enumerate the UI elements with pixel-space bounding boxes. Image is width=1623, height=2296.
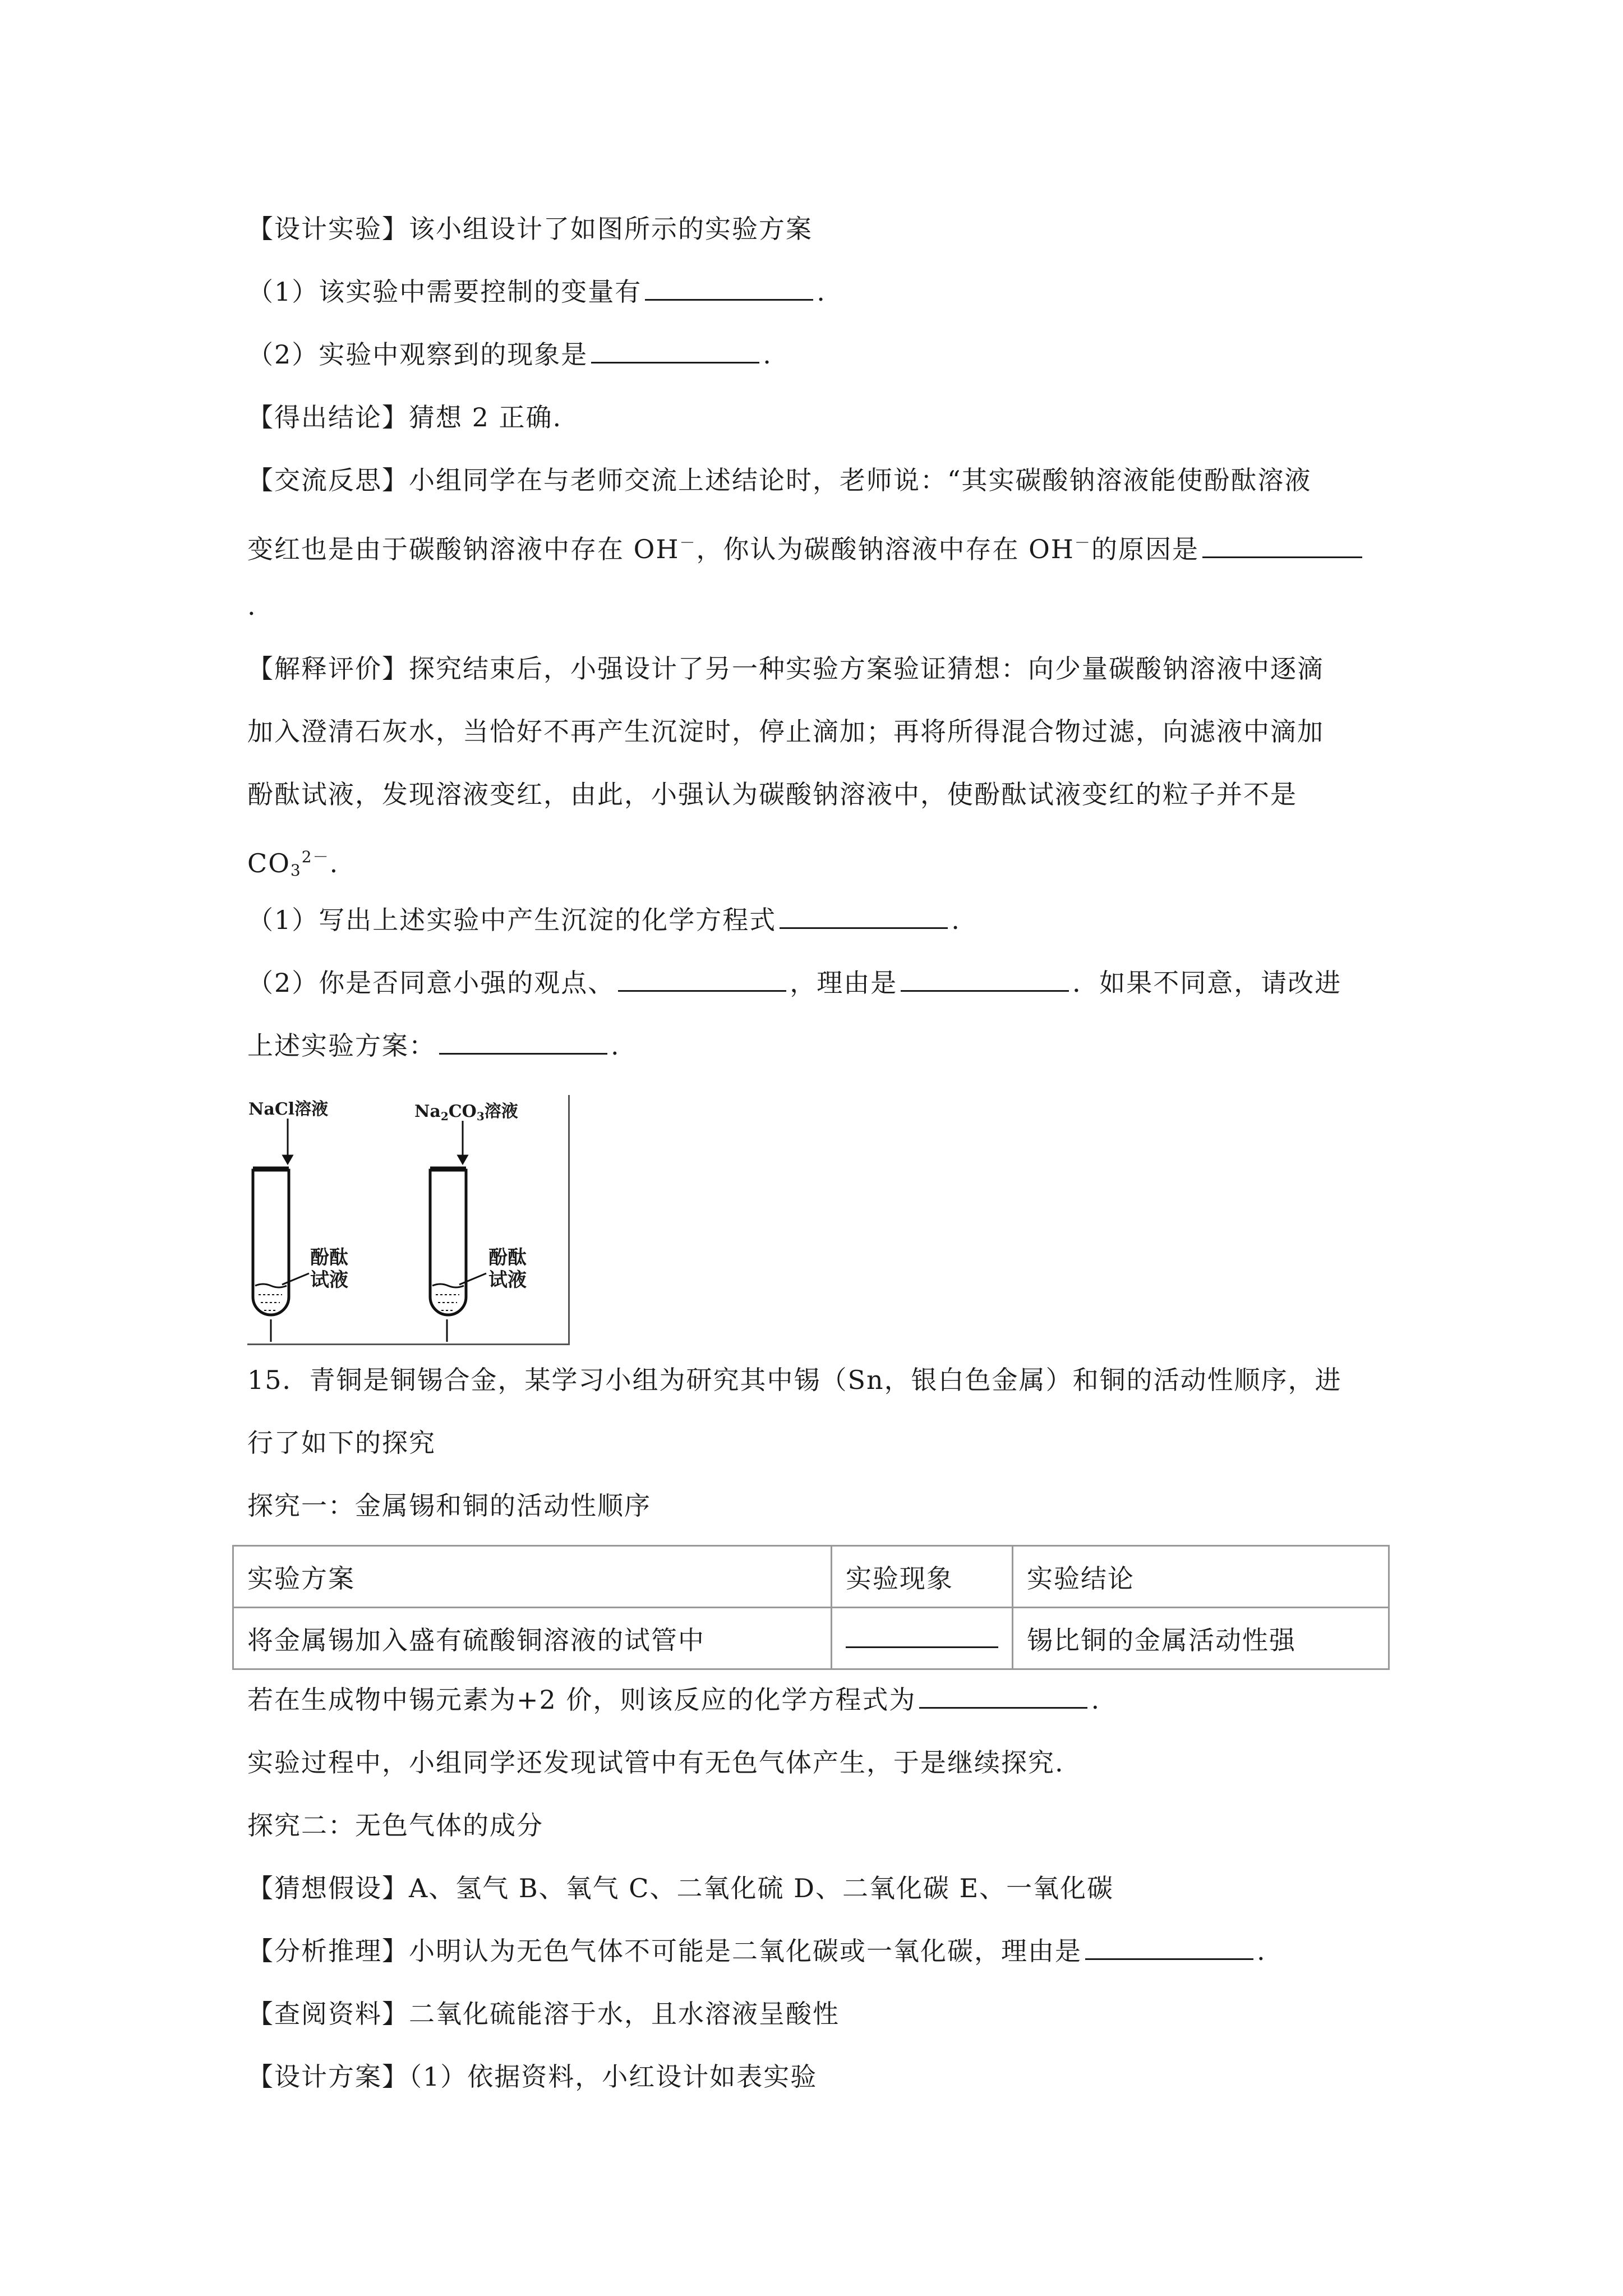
text: . [329, 848, 339, 878]
table-row [233, 1608, 1389, 1669]
evaluation-question-2-cont [247, 1029, 620, 1062]
test-tube-figure [247, 1095, 570, 1345]
equation-question [247, 1683, 1100, 1717]
superscript: － [679, 533, 697, 552]
reflection-line-2 [247, 526, 1366, 566]
table-cell: 锡比铜的金属活动性强 [1013, 1608, 1389, 1669]
period: . [951, 905, 961, 935]
superscript: 2－ [301, 848, 330, 866]
answer-blank[interactable] [919, 1683, 1087, 1709]
answer-blank[interactable] [591, 338, 759, 364]
inquiry-2-heading: 探究二：无色气体的成分 [247, 1810, 543, 1841]
superscript: － [1074, 533, 1091, 552]
text: 变红也是由于碳酸钠溶液中存在 OH [247, 534, 680, 564]
evaluation-line-1: 【解释评价】探究结束后，小强设计了另一种实验方案验证猜想：向少量碳酸钠溶液中逐滴 [247, 654, 1324, 684]
design-experiment-heading: 【设计实验】该小组设计了如图所示的实验方案 [247, 214, 813, 244]
question-text: （2）你是否同意小强的观点、 [247, 968, 615, 998]
answer-blank[interactable] [439, 1029, 607, 1055]
table-header: 实验方案 [233, 1546, 832, 1608]
subscript: 3 [290, 861, 302, 880]
tube-2 [430, 1168, 486, 1315]
question-text: 若在生成物中锡元素为+2 价，则该反应的化学方程式为 [247, 1685, 916, 1715]
gas-observation: 实验过程中，小组同学还发现试管中有无色气体产生，于是继续探究. [247, 1747, 1064, 1778]
period: . [1257, 1936, 1266, 1966]
table-header: 实验结论 [1013, 1546, 1389, 1608]
answer-blank[interactable] [1085, 1935, 1253, 1960]
table-cell-blank[interactable] [832, 1608, 1013, 1669]
answer-blank[interactable] [1202, 533, 1362, 558]
question-text: （1）该实验中需要控制的变量有 [247, 277, 642, 307]
period: . [611, 1030, 620, 1061]
text: CO [247, 848, 291, 878]
design-plan-line: 【设计方案】（1）依据资料，小红设计如表实验 [247, 2062, 818, 2092]
test-tubes-drawing [247, 1095, 568, 1343]
question-15-line-2: 行了如下的探究 [247, 1428, 436, 1458]
reference-line: 【查阅资料】二氧化硫能溶于水，且水溶液呈酸性 [247, 1999, 840, 2029]
text: 上述实验方案： [247, 1030, 436, 1061]
question-1-variables [247, 275, 826, 309]
evaluation-question-1 [247, 903, 961, 937]
arrow-2 [458, 1121, 467, 1163]
text: ．如果不同意，请改进 [1072, 968, 1342, 998]
evaluation-question-2 [247, 966, 1341, 1000]
answer-blank[interactable] [901, 967, 1069, 992]
answer-blank[interactable] [645, 275, 813, 301]
question-text: 【分析推理】小明认为无色气体不可能是二氧化碳或一氧化碳，理由是 [247, 1936, 1082, 1966]
text: ，理由是 [790, 968, 898, 998]
conclusion-line: 【得出结论】猜想 2 正确. [247, 402, 562, 432]
inquiry-1-table [232, 1545, 1390, 1670]
evaluation-line-3: 酚酞试液，发现溶液变红，由此，小强认为碳酸钠溶液中，使酚酞试液变红的粒子并不是 [247, 779, 1297, 809]
question-2-phenomenon [247, 338, 772, 371]
table-header: 实验现象 [832, 1546, 1013, 1608]
period: . [817, 277, 826, 307]
table-header-row [233, 1546, 1389, 1608]
tube1-indicator: 酚酞 试液 [310, 1246, 348, 1291]
question-text: （2）实验中观察到的现象是 [247, 339, 588, 370]
hypothesis-line: 【猜想假设】A、氢气 B、氧气 C、二氧化硫 D、二氧化碳 E、一氧化碳 [247, 1873, 1114, 1903]
question-15-line-1: 15．青铜是铜锡合金，某学习小组为研究其中锡（Sn，银白色金属）和铜的活动性顺序，进 [247, 1365, 1342, 1395]
arrow-1 [283, 1119, 292, 1163]
carbonate-ion-line [247, 840, 339, 887]
tube1-label: NaCl溶液 [248, 1099, 329, 1119]
question-text: （1）写出上述实验中产生沉淀的化学方程式 [247, 905, 777, 935]
tube2-indicator: 酚酞 试液 [488, 1246, 527, 1291]
analysis-line [247, 1934, 1266, 1968]
text: 的原因是 [1091, 534, 1199, 564]
period: . [1091, 1685, 1101, 1715]
tube2-label: $Na_2CO_3$溶液 [414, 1102, 518, 1123]
reflection-line-1: 【交流反思】小组同学在与老师交流上述结论时，老师说：“其实碳酸钠溶液能使酚酞溶液 [247, 465, 1312, 495]
text: ，你认为碳酸钠溶液中存在 OH [696, 534, 1075, 564]
reflection-period: . [247, 591, 257, 621]
answer-blank[interactable] [618, 967, 786, 992]
table-cell: 将金属锡加入盛有硫酸铜溶液的试管中 [233, 1608, 832, 1669]
inquiry-1-heading: 探究一：金属锡和铜的活动性顺序 [247, 1490, 651, 1521]
period: . [763, 339, 772, 370]
evaluation-line-2: 加入澄清石灰水，当恰好不再产生沉淀时，停止滴加；再将所得混合物过滤，向滤液中滴加 [247, 716, 1324, 747]
tube-1 [253, 1168, 309, 1315]
answer-blank[interactable] [780, 904, 948, 929]
